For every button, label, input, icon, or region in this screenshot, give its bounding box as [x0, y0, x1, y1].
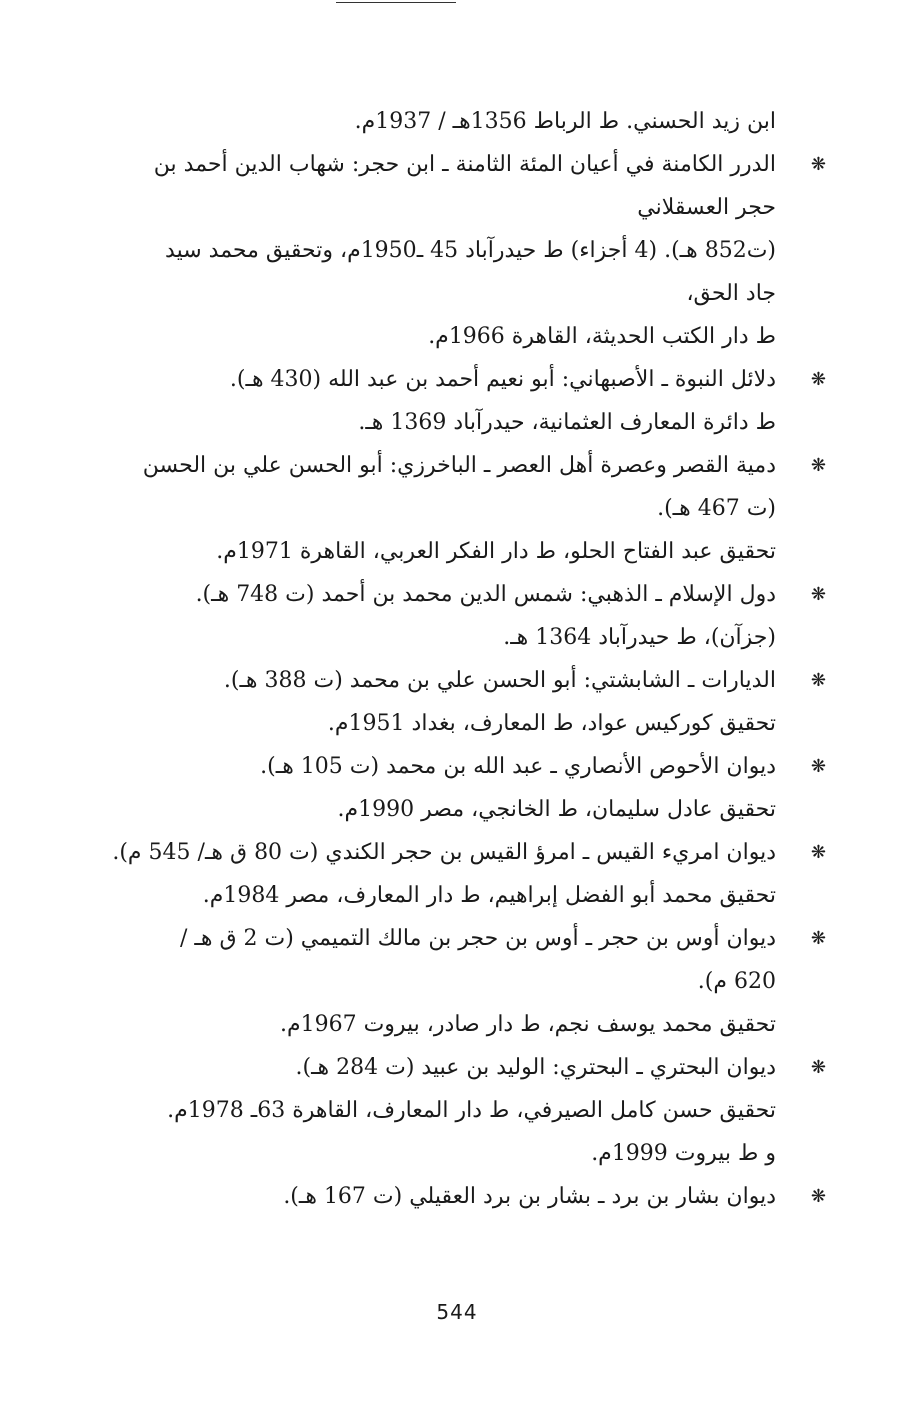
bibliography-page: [80, 100, 828, 1218]
bibliography-entry-detail: [80, 960, 828, 1003]
line-text: دلائل النبوة ـ الأصبهاني: أبو نعيم أحمد بن عبد الله (430 هـ).: [229, 367, 776, 392]
bullet-star-icon: ❋: [810, 154, 826, 175]
line-text: دمية القصر وعصرة أهل العصر ـ الباخرزي: أبو الحسن علي بن الحسن: [142, 453, 776, 478]
bullet-star-icon: ❋: [810, 842, 826, 863]
bullet-star-icon: ❋: [810, 756, 826, 777]
line-text: (ت 467 هـ).: [657, 496, 776, 521]
line-text: تحقيق حسن كامل الصيرفي، ط دار المعارف، القاهرة 63ـ 1978م.: [167, 1098, 776, 1123]
line-text: (ت852 هـ). (4 أجزاء) ط حيدرآباد 45 ـ1950م، وتحقيق محمد سيد: [165, 238, 776, 263]
bibliography-entry-detail: [80, 315, 828, 358]
line-text: ديوان الأحوص الأنصاري ـ عبد الله بن محمد (ت 105 هـ).: [260, 754, 776, 779]
bullet-star-icon: ❋: [810, 584, 826, 605]
line-text: 620 م).: [697, 969, 776, 994]
bibliography-entry-detail: [80, 616, 828, 659]
bibliography-entry-title: [80, 745, 828, 788]
bibliography-entry-detail: [80, 702, 828, 745]
line-text: تحقيق محمد أبو الفضل إبراهيم، ط دار المعارف، مصر 1984م.: [202, 883, 776, 908]
bibliography-entry-title: [80, 573, 828, 616]
bibliography-entry-detail: [80, 1089, 828, 1132]
line-text: تحقيق عادل سليمان، ط الخانجي، مصر 1990م.: [337, 797, 776, 822]
line-text: حجر العسقلاني: [637, 195, 776, 220]
bullet-star-icon: ❋: [810, 1186, 826, 1207]
line-text: و ط بيروت 1999م.: [591, 1141, 776, 1166]
bibliography-entry-title: [80, 1175, 828, 1218]
page-number: 544: [436, 1300, 478, 1324]
bullet-star-icon: ❋: [810, 455, 826, 476]
bibliography-entry-title: [80, 444, 828, 487]
bibliography-entry-title: [80, 358, 828, 401]
line-text: تحقيق عبد الفتاح الحلو، ط دار الفكر العربي، القاهرة 1971م.: [216, 539, 776, 564]
bibliography-entry-title: [80, 1046, 828, 1089]
line-text: جاد الحق،: [686, 281, 776, 306]
bullet-star-icon: ❋: [810, 369, 826, 390]
bibliography-entry-title: [80, 143, 828, 186]
bibliography-entry-detail: [80, 530, 828, 573]
line-text: ديوان البحتري ـ البحتري: الوليد بن عبيد (ت 284 هـ).: [295, 1055, 776, 1080]
bibliography-entry-detail: [80, 1003, 828, 1046]
bibliography-entry-title: [80, 831, 828, 874]
bibliography-entry-detail: [80, 272, 828, 315]
line-text: ط دار الكتب الحديثة، القاهرة 1966م.: [428, 324, 776, 349]
bullet-star-icon: ❋: [810, 928, 826, 949]
bibliography-entry-detail: [80, 401, 828, 444]
bibliography-entry-detail: [80, 788, 828, 831]
line-text: ط دائرة المعارف العثمانية، حيدرآباد 1369 هـ.: [358, 410, 776, 435]
bibliography-entry-detail: [80, 186, 828, 229]
bibliography-entry-detail: [80, 487, 828, 530]
line-text: (جزآن)، ط حيدرآباد 1364 هـ.: [503, 625, 776, 650]
line-text: دول الإسلام ـ الذهبي: شمس الدين محمد بن أحمد (ت 748 هـ).: [195, 582, 776, 607]
line-text: تحقيق محمد يوسف نجم، ط دار صادر، بيروت 1967م.: [279, 1012, 776, 1037]
line-text: تحقيق كوركيس عواد، ط المعارف، بغداد 1951م.: [327, 711, 776, 736]
bibliography-entry-title: [80, 659, 828, 702]
bibliography-entry-detail: [80, 874, 828, 917]
line-text: ابن زيد الحسني. ط الرباط 1356هـ / 1937م.: [354, 109, 776, 134]
line-text: ديوان بشار بن برد ـ بشار بن برد العقيلي (ت 167 هـ).: [283, 1184, 776, 1209]
line-text: ديوان أوس بن حجر ـ أوس بن حجر بن مالك التميمي (ت 2 ق هـ /: [180, 926, 776, 951]
bibliography-entry-detail: [80, 1132, 828, 1175]
bibliography-entry-detail: [80, 229, 828, 272]
line-text: الدرر الكامنة في أعيان المئة الثامنة ـ ابن حجر: شهاب الدين أحمد بن: [153, 152, 776, 177]
bibliography-entry-detail: [80, 100, 828, 143]
top-rule: [336, 2, 456, 3]
bullet-star-icon: ❋: [810, 1057, 826, 1078]
bullet-star-icon: ❋: [810, 670, 826, 691]
line-text: ديوان امريء القيس ـ امرؤ القيس بن حجر الكندي (ت 80 ق هـ/ 545 م).: [112, 840, 776, 865]
bibliography-entry-title: [80, 917, 828, 960]
line-text: الديارات ـ الشابشتي: أبو الحسن علي بن محمد (ت 388 هـ).: [223, 668, 776, 693]
